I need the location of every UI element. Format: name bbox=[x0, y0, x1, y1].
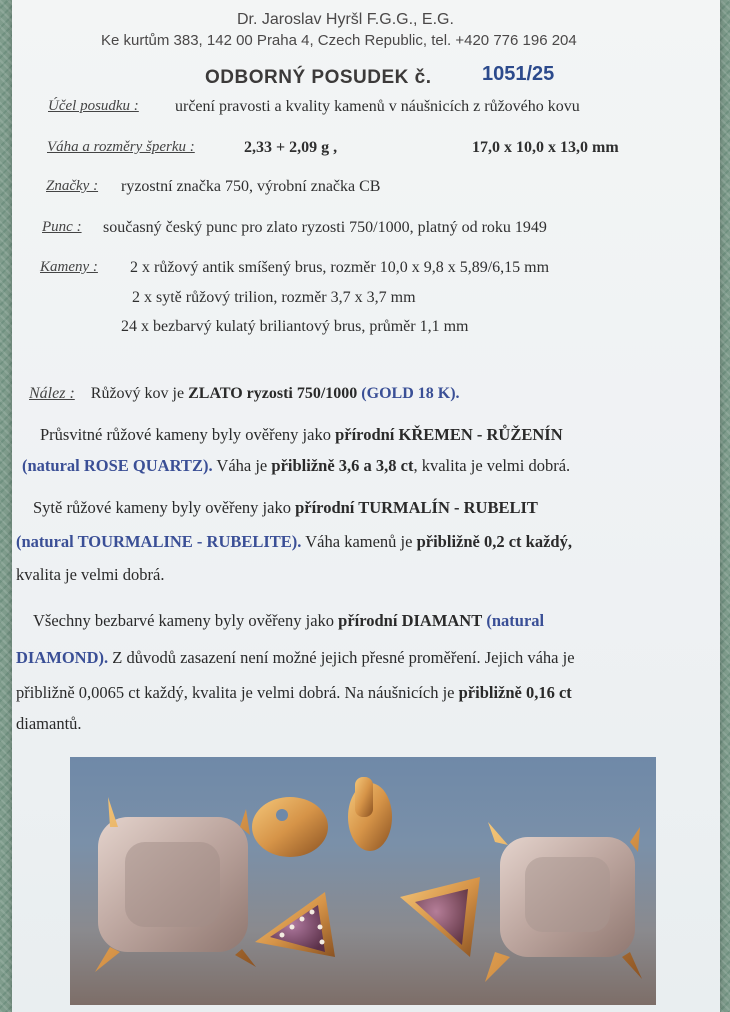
document-number: 1051/25 bbox=[482, 63, 555, 85]
finding-line bbox=[29, 385, 460, 403]
p1-stone: přírodní KŘEMEN - RŮŽENÍN bbox=[335, 425, 563, 444]
weight-value: 2,33 + 2,09 g , bbox=[244, 139, 338, 156]
p2-stone: přírodní TURMALÍN - RUBELIT bbox=[295, 498, 538, 517]
paragraph-line bbox=[33, 604, 544, 638]
p3-weight: přibližně 0,16 ct bbox=[458, 683, 572, 702]
earrings-illustration bbox=[70, 757, 656, 1005]
p2-weight: přibližně 0,2 ct každý, bbox=[416, 532, 572, 551]
p3-text: přibližně 0,0065 ct každý, kvalita je velmi dobrá. Na náušnicích je bbox=[16, 683, 455, 702]
p3-text: Všechny bezbarvé kameny byly ověřeny jako bbox=[33, 611, 335, 630]
p2-text: Sytě růžové kameny byly ověřeny jako bbox=[33, 498, 291, 517]
p1-text: Váha je bbox=[216, 456, 268, 475]
stone-line: 24 x bezbarvý kulatý briliantový brus, průměr 1,1 mm bbox=[121, 318, 469, 335]
earrings-photo bbox=[70, 757, 656, 1005]
p1-text: Průsvitné růžové kameny byly ověřeny jako bbox=[40, 425, 331, 444]
paragraph-line bbox=[40, 418, 563, 452]
p2-stone-en: (natural TOURMALINE - RUBELITE). bbox=[16, 532, 302, 551]
paragraph-line bbox=[16, 676, 572, 710]
marks-label: Značky : bbox=[46, 178, 99, 194]
p3-text: Z důvodů zasazení není možné jejich přesné proměření. Jejich váha je bbox=[112, 648, 575, 667]
issuer-name: Dr. Jaroslav Hyršl F.G.G., E.G. bbox=[237, 11, 454, 28]
p1-text: , kvalita je velmi dobrá. bbox=[413, 456, 571, 475]
p3-stone-en: (natural bbox=[486, 611, 545, 630]
p3-stone: přírodní DIAMANT bbox=[338, 611, 483, 630]
finding-label: Nález : bbox=[29, 385, 75, 402]
purpose-value: určení pravosti a kvality kamenů v náušnicích z růžového kovu bbox=[175, 98, 580, 115]
p2-text: Váha kamenů je bbox=[305, 532, 413, 551]
finding-metal: ZLATO ryzosti 750/1000 bbox=[188, 385, 358, 402]
stones-label: Kameny : bbox=[40, 259, 98, 275]
stone-line: 2 x sytě růžový trilion, rozměr 3,7 x 3,7 mm bbox=[132, 289, 416, 306]
document-title: ODBORNÝ POSUDEK č. bbox=[205, 67, 432, 88]
paragraph-line bbox=[16, 525, 572, 559]
hallmark-label: Punc : bbox=[42, 219, 82, 235]
stone-line: 2 x růžový antik smíšený brus, rozměr 10,0 x 9,8 x 5,89/6,15 mm bbox=[130, 259, 550, 276]
issuer-address: Ke kurtům 383, 142 00 Praha 4, Czech Republic, tel. +420 776 196 204 bbox=[101, 32, 577, 49]
dimensions-value: 17,0 x 10,0 x 13,0 mm bbox=[472, 139, 619, 156]
weight-label: Váha a rozměry šperku : bbox=[47, 139, 195, 155]
paragraph-line: diamantů. bbox=[16, 714, 82, 733]
p3-stone-en: DIAMOND). bbox=[16, 648, 109, 667]
hallmark-value: současný český punc pro zlato ryzosti 750/1000, platný od roku 1949 bbox=[103, 219, 547, 236]
finding-metal-en: (GOLD 18 K). bbox=[361, 385, 460, 402]
paragraph-line bbox=[22, 449, 570, 483]
purpose-label: Účel posudku : bbox=[48, 98, 139, 114]
p1-stone-en: (natural ROSE QUARTZ). bbox=[22, 456, 213, 475]
p1-weight: přibližně 3,6 a 3,8 ct bbox=[271, 456, 414, 475]
finding-pre: Růžový kov je bbox=[90, 385, 185, 402]
paragraph-line: kvalita je velmi dobrá. bbox=[16, 565, 165, 584]
earring-stud bbox=[252, 797, 328, 857]
paragraph-line bbox=[16, 641, 575, 675]
marks-value: ryzostní značka 750, výrobní značka CB bbox=[121, 178, 381, 195]
paragraph-line bbox=[33, 491, 538, 525]
